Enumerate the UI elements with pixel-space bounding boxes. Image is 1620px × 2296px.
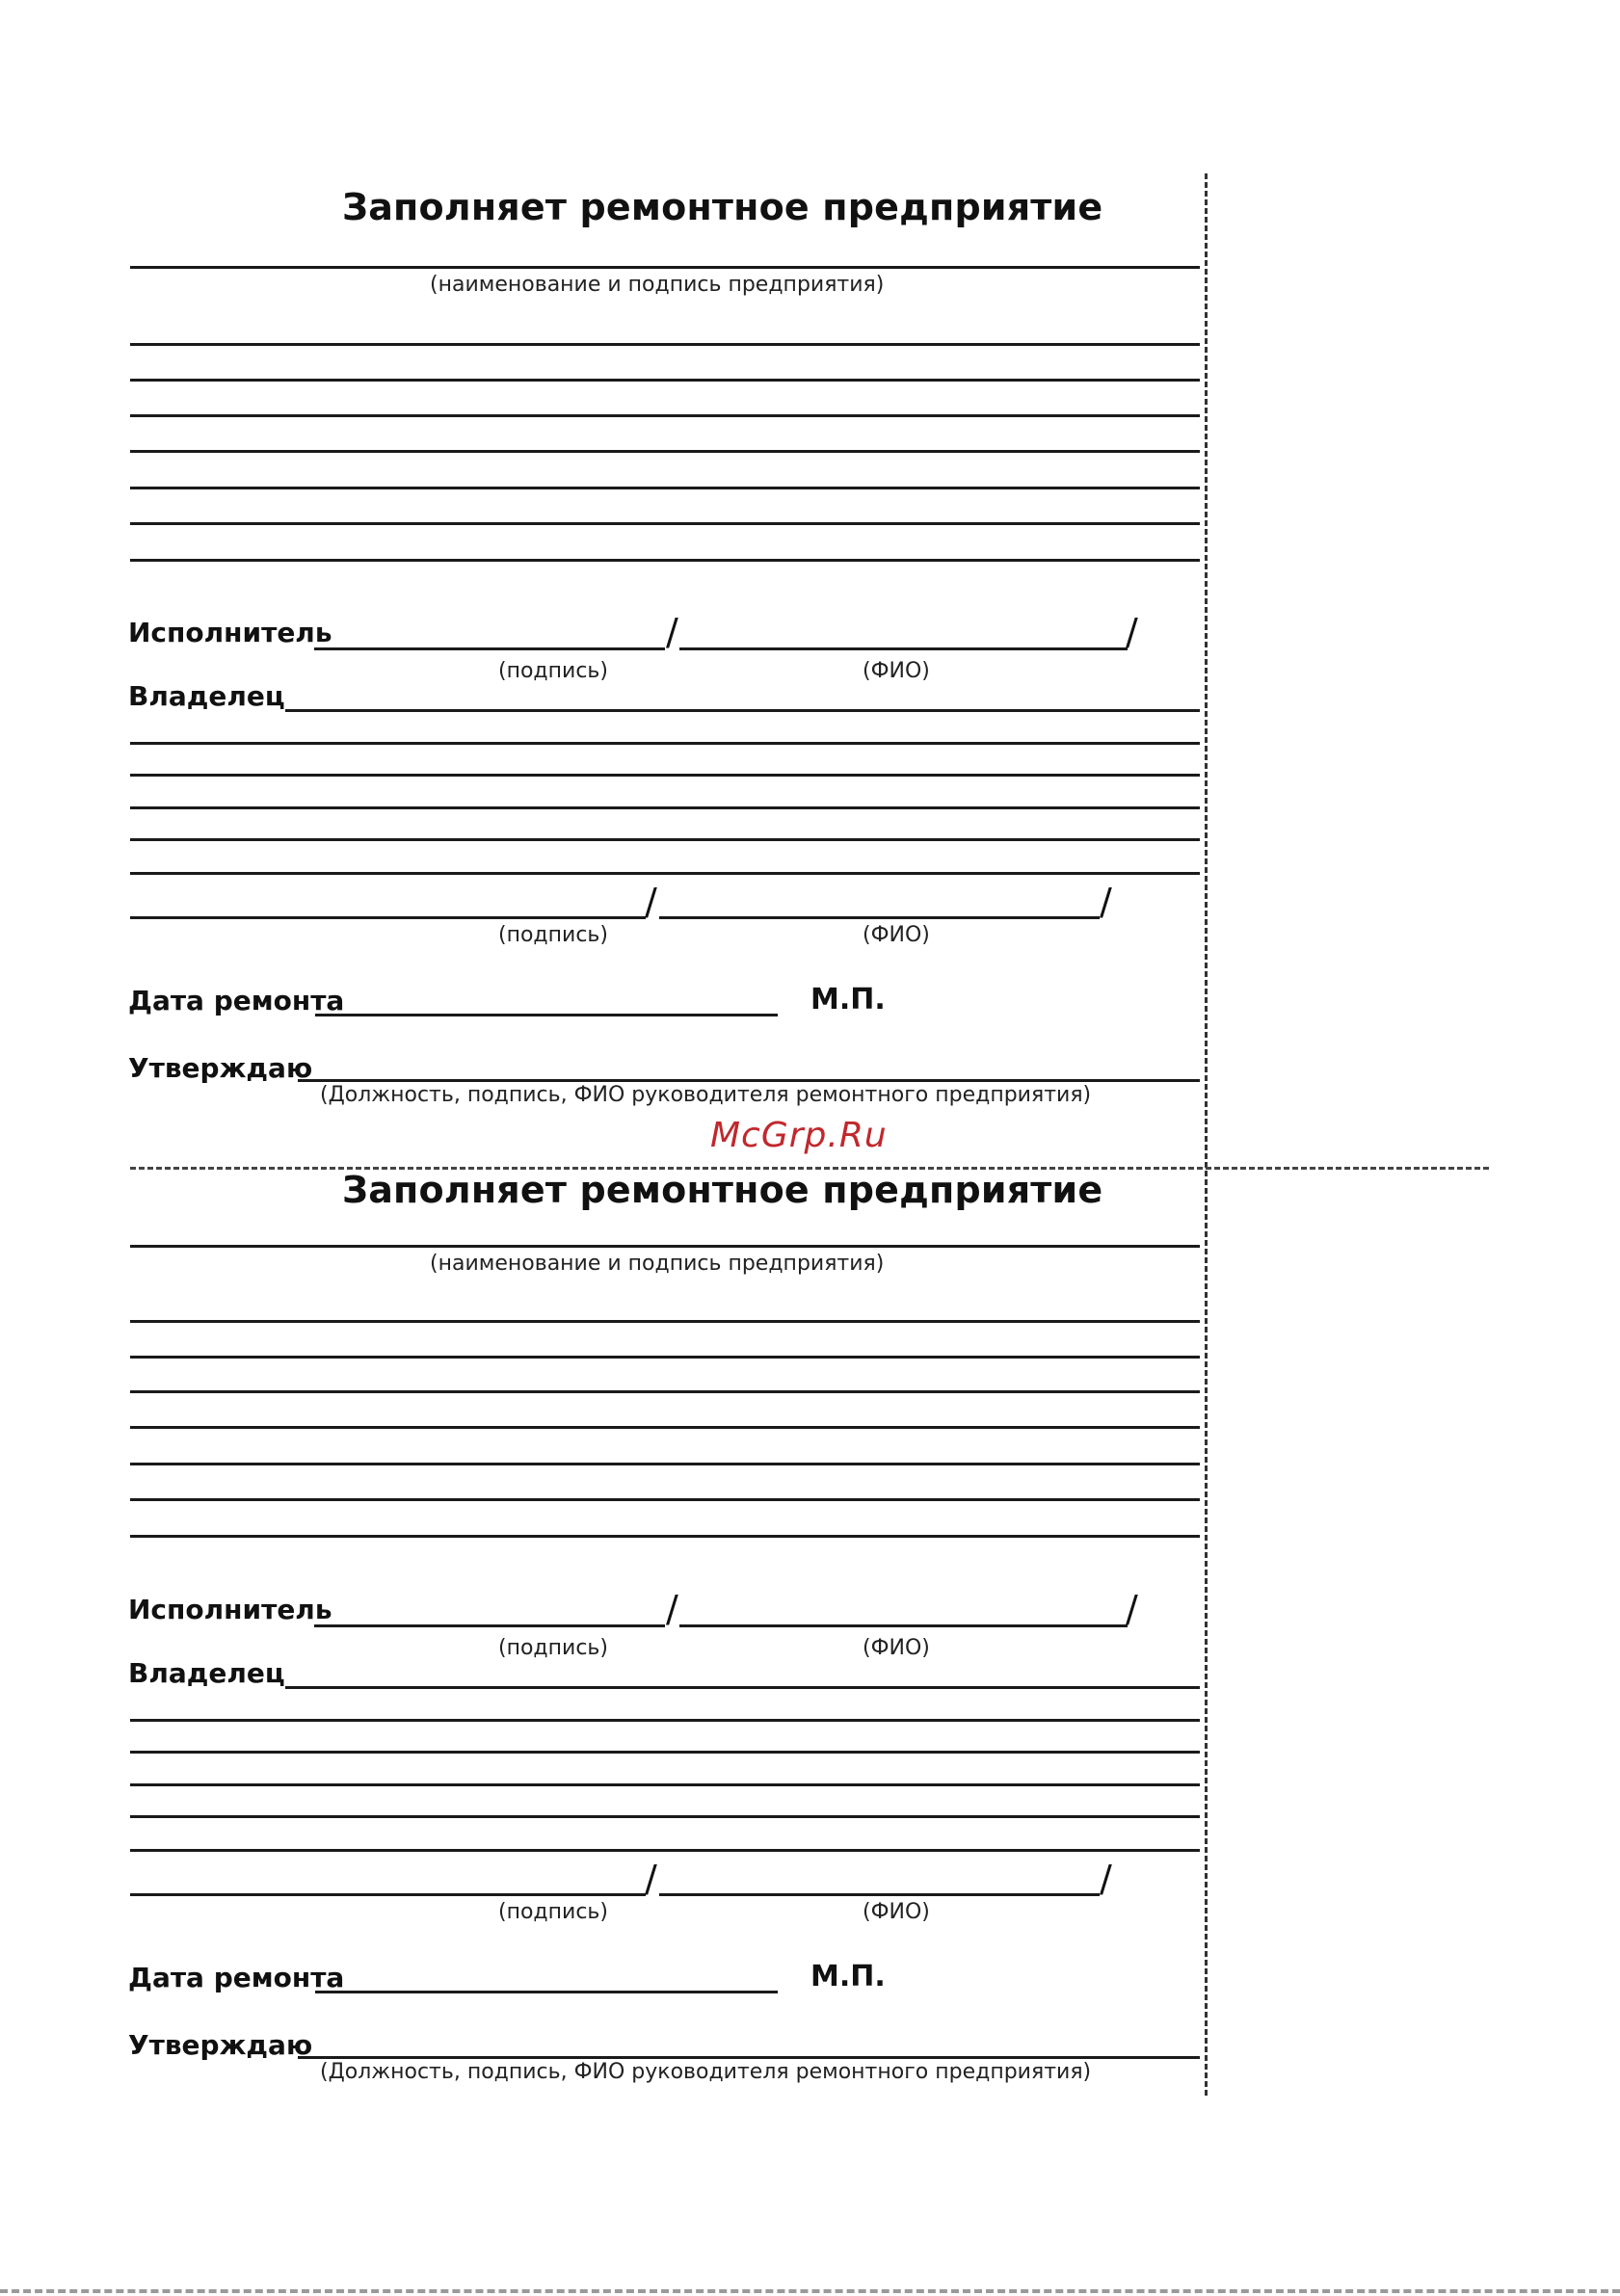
notes-line[interactable] bbox=[130, 379, 1200, 382]
executor-fio-field[interactable] bbox=[679, 1624, 1128, 1627]
owner-line[interactable] bbox=[130, 872, 1200, 875]
notes-line[interactable] bbox=[130, 414, 1200, 417]
enterprise-name-field[interactable] bbox=[130, 266, 1200, 269]
repair-date-field[interactable] bbox=[315, 1014, 778, 1016]
approve-hint: (Должность, подпись, ФИО руководителя ремонтного предприятия) bbox=[320, 2060, 1092, 2084]
enterprise-hint: (наименование и подпись предприятия) bbox=[430, 1252, 885, 1276]
slash: / bbox=[645, 881, 657, 923]
watermark: McGrp.Ru bbox=[710, 1116, 888, 1155]
notes-line[interactable] bbox=[130, 1390, 1200, 1393]
executor-label: Исполнитель bbox=[128, 1594, 332, 1625]
slash: / bbox=[1100, 1858, 1112, 1900]
fio-hint: (ФИО) bbox=[863, 1900, 930, 1924]
notes-line[interactable] bbox=[130, 487, 1200, 489]
owner-line[interactable] bbox=[130, 774, 1200, 777]
bottom-cut-line bbox=[0, 2289, 1620, 2293]
signature-hint: (подпись) bbox=[498, 1900, 608, 1924]
owner-line[interactable] bbox=[130, 1783, 1200, 1786]
approve-label: Утверждаю bbox=[128, 1052, 313, 1084]
owner-line[interactable] bbox=[130, 1849, 1200, 1852]
owner-label: Владелец bbox=[128, 1657, 285, 1689]
fio-hint: (ФИО) bbox=[863, 659, 930, 683]
notes-line[interactable] bbox=[130, 1356, 1200, 1359]
notes-line[interactable] bbox=[130, 450, 1200, 453]
enterprise-hint: (наименование и подпись предприятия) bbox=[430, 273, 885, 297]
executor-signature-field[interactable] bbox=[314, 1624, 665, 1627]
slash: / bbox=[666, 611, 678, 653]
owner-line[interactable] bbox=[130, 742, 1200, 745]
owner-signature-field[interactable] bbox=[130, 916, 646, 919]
owner-line[interactable] bbox=[130, 806, 1200, 809]
fio-hint: (ФИО) bbox=[863, 923, 930, 947]
executor-label: Исполнитель bbox=[128, 617, 332, 648]
notes-line[interactable] bbox=[130, 1426, 1200, 1429]
repair-date-label: Дата ремонта bbox=[128, 985, 345, 1016]
notes-line[interactable] bbox=[130, 1320, 1200, 1323]
stamp-place-label: М.П. bbox=[810, 983, 886, 1016]
approve-label: Утверждаю bbox=[128, 2029, 313, 2061]
executor-signature-field[interactable] bbox=[314, 647, 665, 650]
notes-line[interactable] bbox=[130, 1535, 1200, 1538]
signature-hint: (подпись) bbox=[498, 923, 608, 947]
owner-line[interactable] bbox=[130, 1719, 1200, 1722]
signature-hint: (подпись) bbox=[498, 1636, 608, 1660]
slash: / bbox=[1100, 881, 1112, 923]
slash: / bbox=[645, 1858, 657, 1900]
form-title: Заполняет ремонтное предприятие bbox=[342, 1169, 1103, 1211]
owner-signature-field[interactable] bbox=[130, 1893, 646, 1896]
repair-date-field[interactable] bbox=[315, 1991, 778, 1993]
notes-line[interactable] bbox=[130, 1498, 1200, 1501]
owner-line[interactable] bbox=[130, 838, 1200, 841]
slash: / bbox=[666, 1588, 678, 1630]
notes-line[interactable] bbox=[130, 343, 1200, 346]
owner-line[interactable] bbox=[130, 1751, 1200, 1754]
notes-line[interactable] bbox=[130, 559, 1200, 562]
repair-date-label: Дата ремонта bbox=[128, 1962, 345, 1993]
stamp-place-label: М.П. bbox=[810, 1960, 886, 1993]
owner-fio-field[interactable] bbox=[659, 1893, 1100, 1896]
form-title: Заполняет ремонтное предприятие bbox=[342, 186, 1103, 228]
slash: / bbox=[1126, 1588, 1138, 1630]
approve-hint: (Должность, подпись, ФИО руководителя ремонтного предприятия) bbox=[320, 1083, 1092, 1107]
vertical-cut-line bbox=[1205, 173, 1208, 2096]
approve-field[interactable] bbox=[298, 1079, 1200, 1082]
slash: / bbox=[1126, 611, 1138, 653]
owner-field[interactable] bbox=[285, 1686, 1200, 1689]
enterprise-name-field[interactable] bbox=[130, 1245, 1200, 1248]
owner-line[interactable] bbox=[130, 1815, 1200, 1818]
fio-hint: (ФИО) bbox=[863, 1636, 930, 1660]
owner-field[interactable] bbox=[285, 709, 1200, 712]
owner-fio-field[interactable] bbox=[659, 916, 1100, 919]
signature-hint: (подпись) bbox=[498, 659, 608, 683]
executor-fio-field[interactable] bbox=[679, 647, 1128, 650]
notes-line[interactable] bbox=[130, 1463, 1200, 1465]
approve-field[interactable] bbox=[298, 2056, 1200, 2059]
notes-line[interactable] bbox=[130, 522, 1200, 525]
owner-label: Владелец bbox=[128, 680, 285, 712]
